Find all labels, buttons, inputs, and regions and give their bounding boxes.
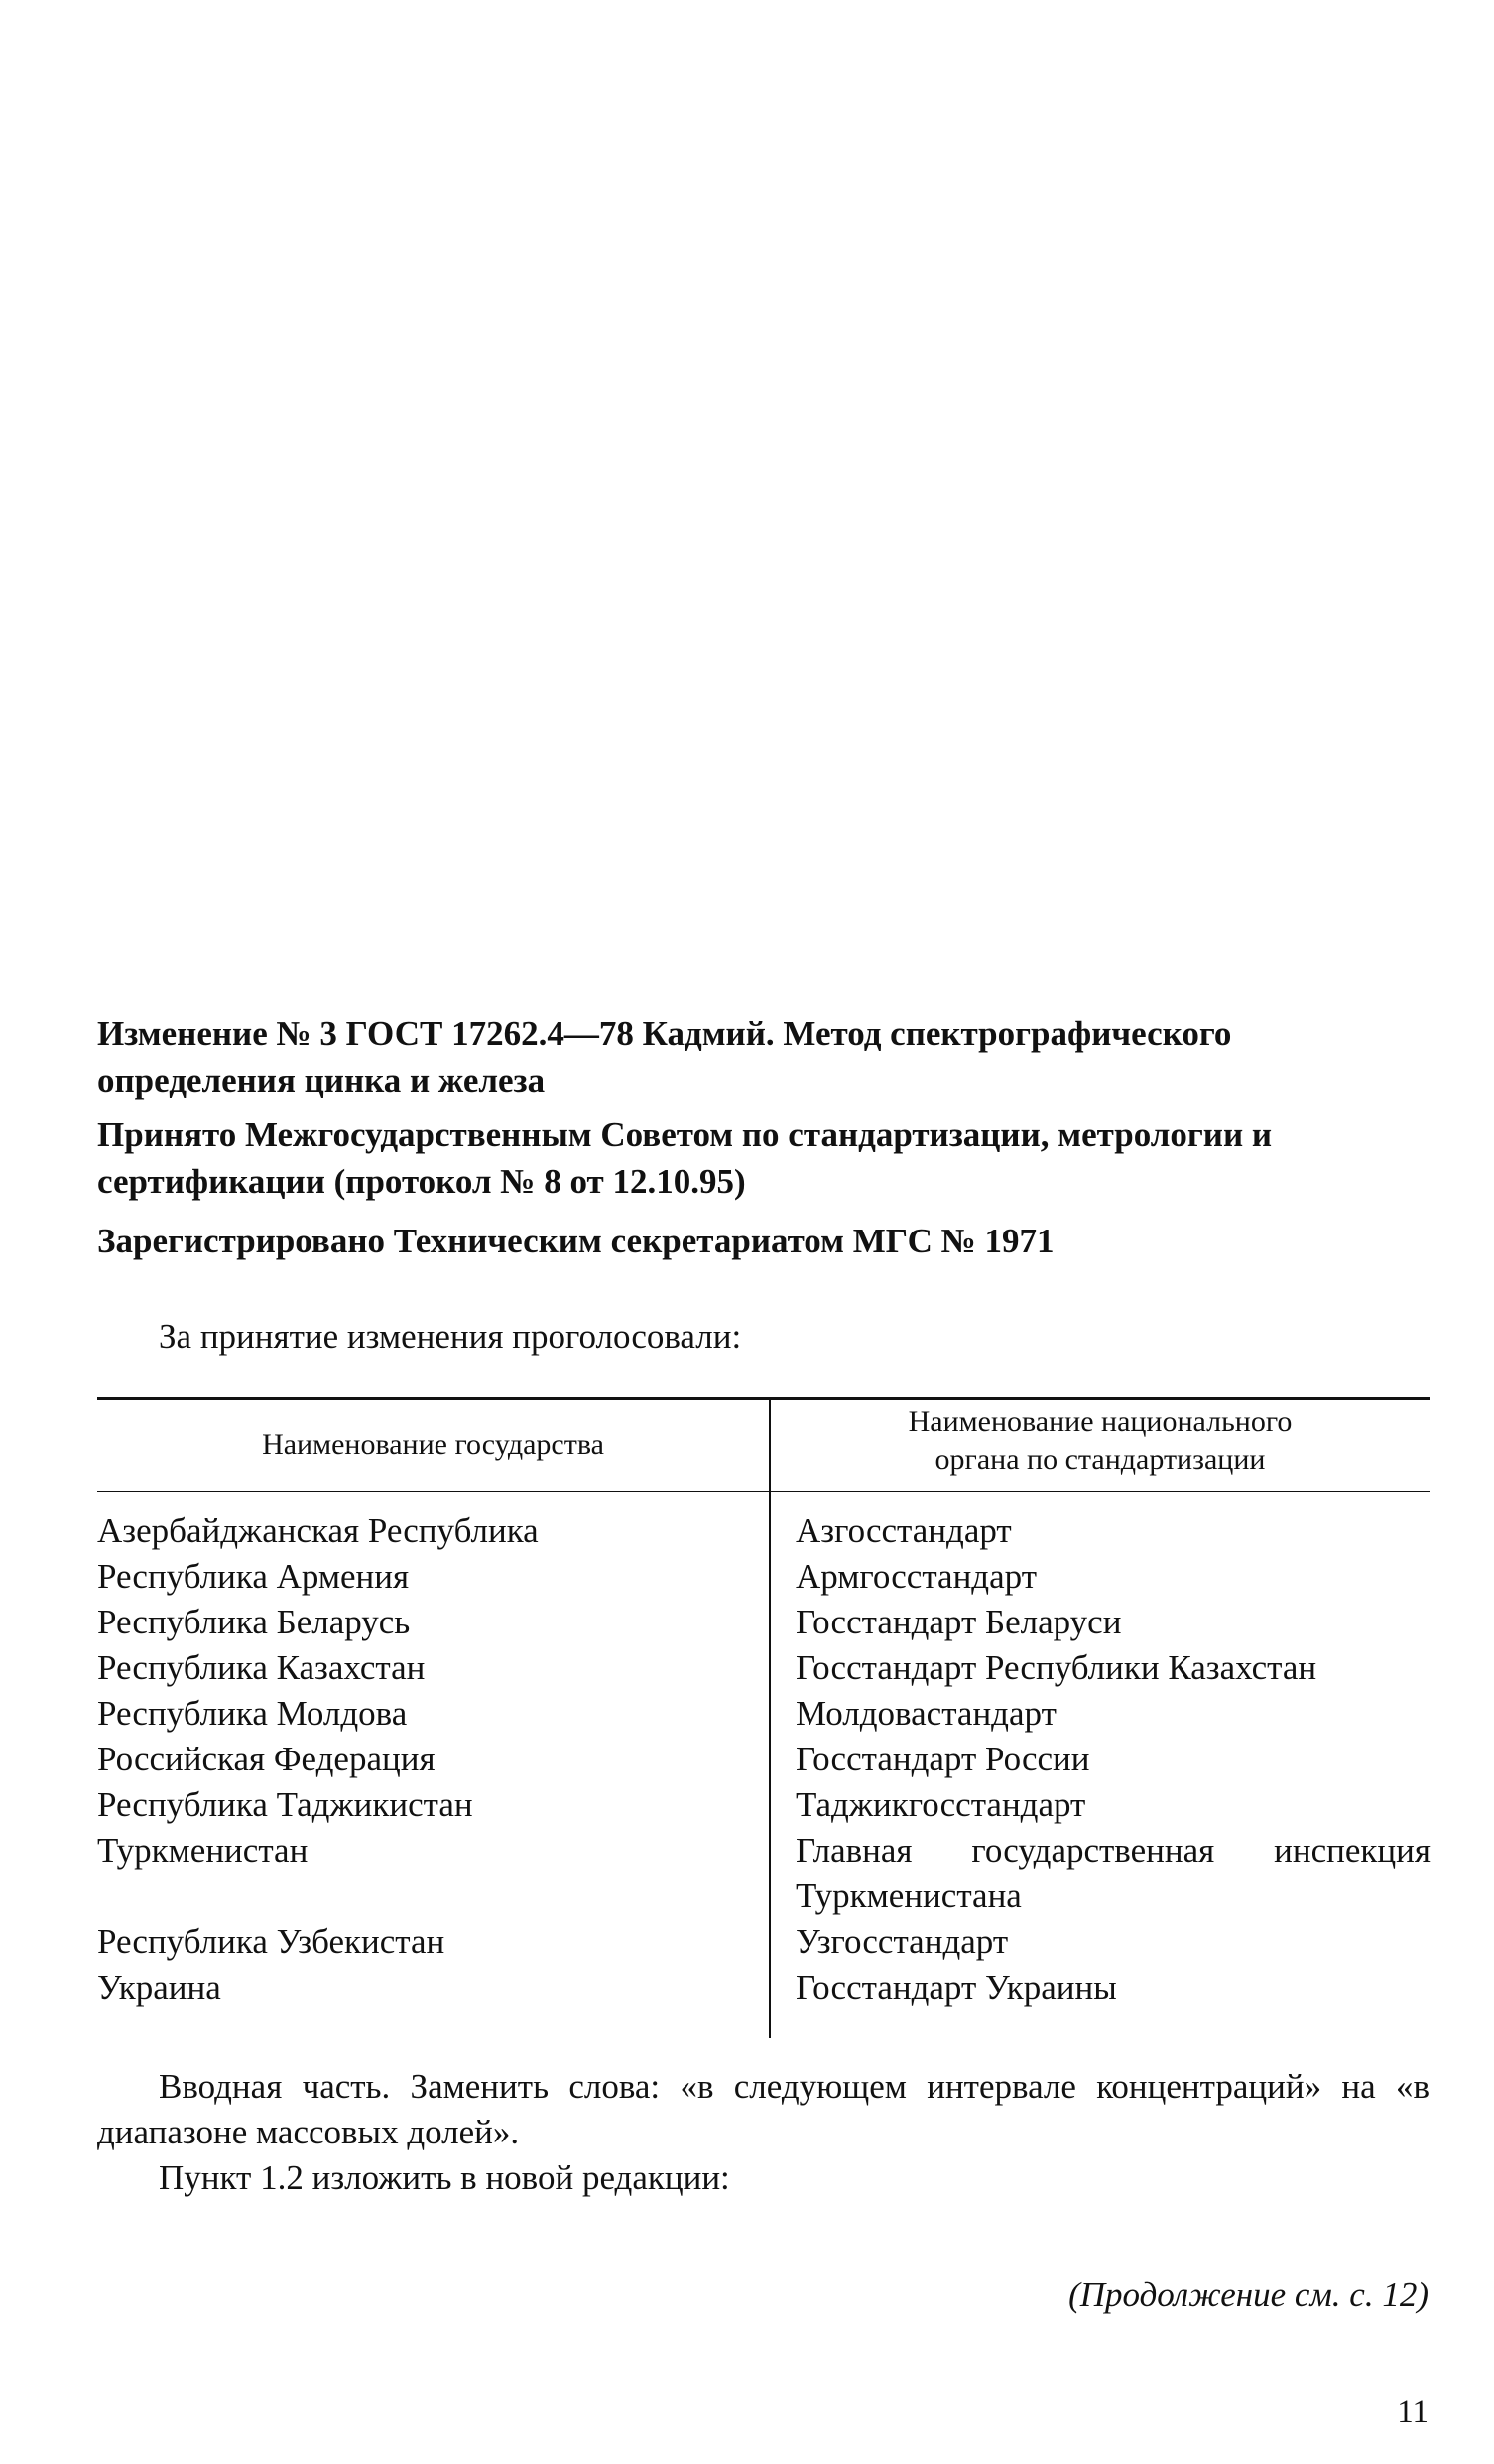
state-cell: Республика Армения bbox=[97, 1557, 410, 1596]
state-cell: Республика Узбекистан bbox=[97, 1922, 445, 1961]
table-column-divider bbox=[769, 1400, 771, 2038]
state-column bbox=[97, 1508, 762, 2010]
intro-part-amendment: Вводная часть. Заменить слова: «в следующем интервале концентраций» на «в диапазоне массовых долей». bbox=[97, 2067, 1430, 2151]
national-body-cell: Госстандарт Беларуси bbox=[796, 1603, 1122, 1641]
table-top-rule bbox=[97, 1397, 1430, 1400]
state-cell: Российская Федерация bbox=[97, 1740, 436, 1778]
national-body-cell: Госстандарт Украины bbox=[796, 1968, 1117, 2007]
national-body-cell: Госстандарт Республики Казахстан bbox=[796, 1648, 1317, 1687]
header-national-body-line2: органа по стандартизации bbox=[934, 1443, 1266, 1476]
state-cell: Украина bbox=[97, 1968, 221, 2007]
national-body-cell: Армгосстандарт bbox=[796, 1557, 1037, 1596]
clause-1-2-note: Пункт 1.2 изложить в новой редакции: bbox=[159, 2158, 730, 2197]
state-cell: Республика Беларусь bbox=[97, 1603, 411, 1641]
state-cell: Туркменистан bbox=[97, 1831, 309, 1870]
table-header-rule bbox=[97, 1491, 1430, 1492]
national-body-column bbox=[796, 1508, 1431, 2010]
registration-note: Зарегистрировано Техническим секретариатом МГС № 1971 bbox=[97, 1222, 1055, 1260]
national-body-cell: Азгосстандарт bbox=[796, 1511, 1012, 1550]
national-body-cell: Госстандарт России bbox=[796, 1740, 1090, 1778]
continued-note: (Продолжение см. с. 12) bbox=[1068, 2275, 1429, 2314]
state-cell: Азербайджанская Республика bbox=[97, 1511, 539, 1550]
adoption-note: Принято Межгосударственным Советом по стандартизации, метрологии и сертификации (протокол № 8 от 12.10.95) bbox=[97, 1115, 1273, 1201]
page-number: 11 bbox=[1397, 2395, 1429, 2430]
row-spacer bbox=[97, 1874, 762, 1919]
national-body-cell: Молдовастандарт bbox=[796, 1694, 1057, 1733]
header-national-body-line1: Наименование национального bbox=[908, 1405, 1293, 1438]
state-cell: Республика Таджикистан bbox=[97, 1785, 473, 1824]
header-state: Наименование государства bbox=[262, 1428, 604, 1461]
state-cell: Республика Молдова bbox=[97, 1694, 408, 1733]
national-body-cell: Главная государственная инспекция Туркменистана bbox=[796, 1831, 1431, 1915]
header-national-body bbox=[771, 1403, 1430, 1479]
voting-intro: За принятие изменения проголосовали: bbox=[159, 1317, 742, 1356]
national-body-cell: Таджикгосстандарт bbox=[796, 1785, 1086, 1824]
national-body-cell: Узгосстандарт bbox=[796, 1922, 1009, 1961]
change-title: Изменение № 3 ГОСТ 17262.4—78 Кадмий. Метод спектрографического определения цинка и железа bbox=[97, 1014, 1232, 1100]
state-cell: Республика Казахстан bbox=[97, 1648, 426, 1687]
